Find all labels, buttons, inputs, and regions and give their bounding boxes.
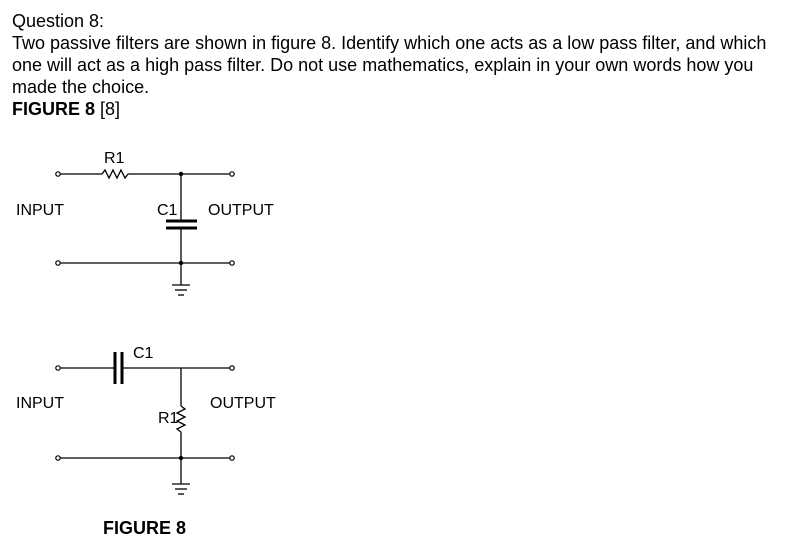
bottom-output-terminal-lower bbox=[230, 456, 234, 460]
bottom-input-terminal-lower bbox=[56, 456, 60, 460]
top-capacitor-label: C1 bbox=[157, 202, 178, 219]
top-junction-dot-upper bbox=[179, 172, 183, 176]
bottom-resistor-label: R1 bbox=[158, 410, 179, 427]
top-output-label: OUTPUT bbox=[208, 202, 274, 219]
top-junction-dot-lower bbox=[179, 261, 183, 265]
figure-reference-title: FIGURE 8 bbox=[12, 99, 96, 119]
circuit-bottom bbox=[16, 345, 276, 494]
bottom-ground-symbol bbox=[172, 484, 190, 494]
top-resistor-label: R1 bbox=[104, 150, 125, 167]
top-input-terminal-lower bbox=[56, 261, 60, 265]
figure-caption: FIGURE 8 bbox=[103, 518, 187, 538]
bottom-output-terminal-upper bbox=[230, 366, 234, 370]
top-ground-symbol bbox=[172, 285, 190, 295]
top-input-terminal-upper bbox=[56, 172, 60, 176]
question-body: Two passive filters are shown in figure 8. Identify which one acts as a low pass filter, and which one will act as a high pass filter. Do not use mathematics, explain in your own words how you made the choice. bbox=[12, 33, 767, 97]
top-input-label: INPUT bbox=[16, 202, 64, 219]
circuit-top bbox=[16, 150, 274, 295]
bottom-output-label: OUTPUT bbox=[210, 395, 276, 412]
top-output-terminal-lower bbox=[230, 261, 234, 265]
top-resistor-r1 bbox=[102, 170, 128, 178]
bottom-capacitor-label: C1 bbox=[133, 345, 154, 362]
figure-reference-marks: [8] bbox=[95, 99, 121, 119]
bottom-junction-dot-lower bbox=[179, 456, 183, 460]
question-heading: Question 8: bbox=[12, 11, 105, 31]
top-output-terminal-upper bbox=[230, 172, 234, 176]
bottom-input-label: INPUT bbox=[16, 395, 64, 412]
bottom-input-terminal-upper bbox=[56, 366, 60, 370]
